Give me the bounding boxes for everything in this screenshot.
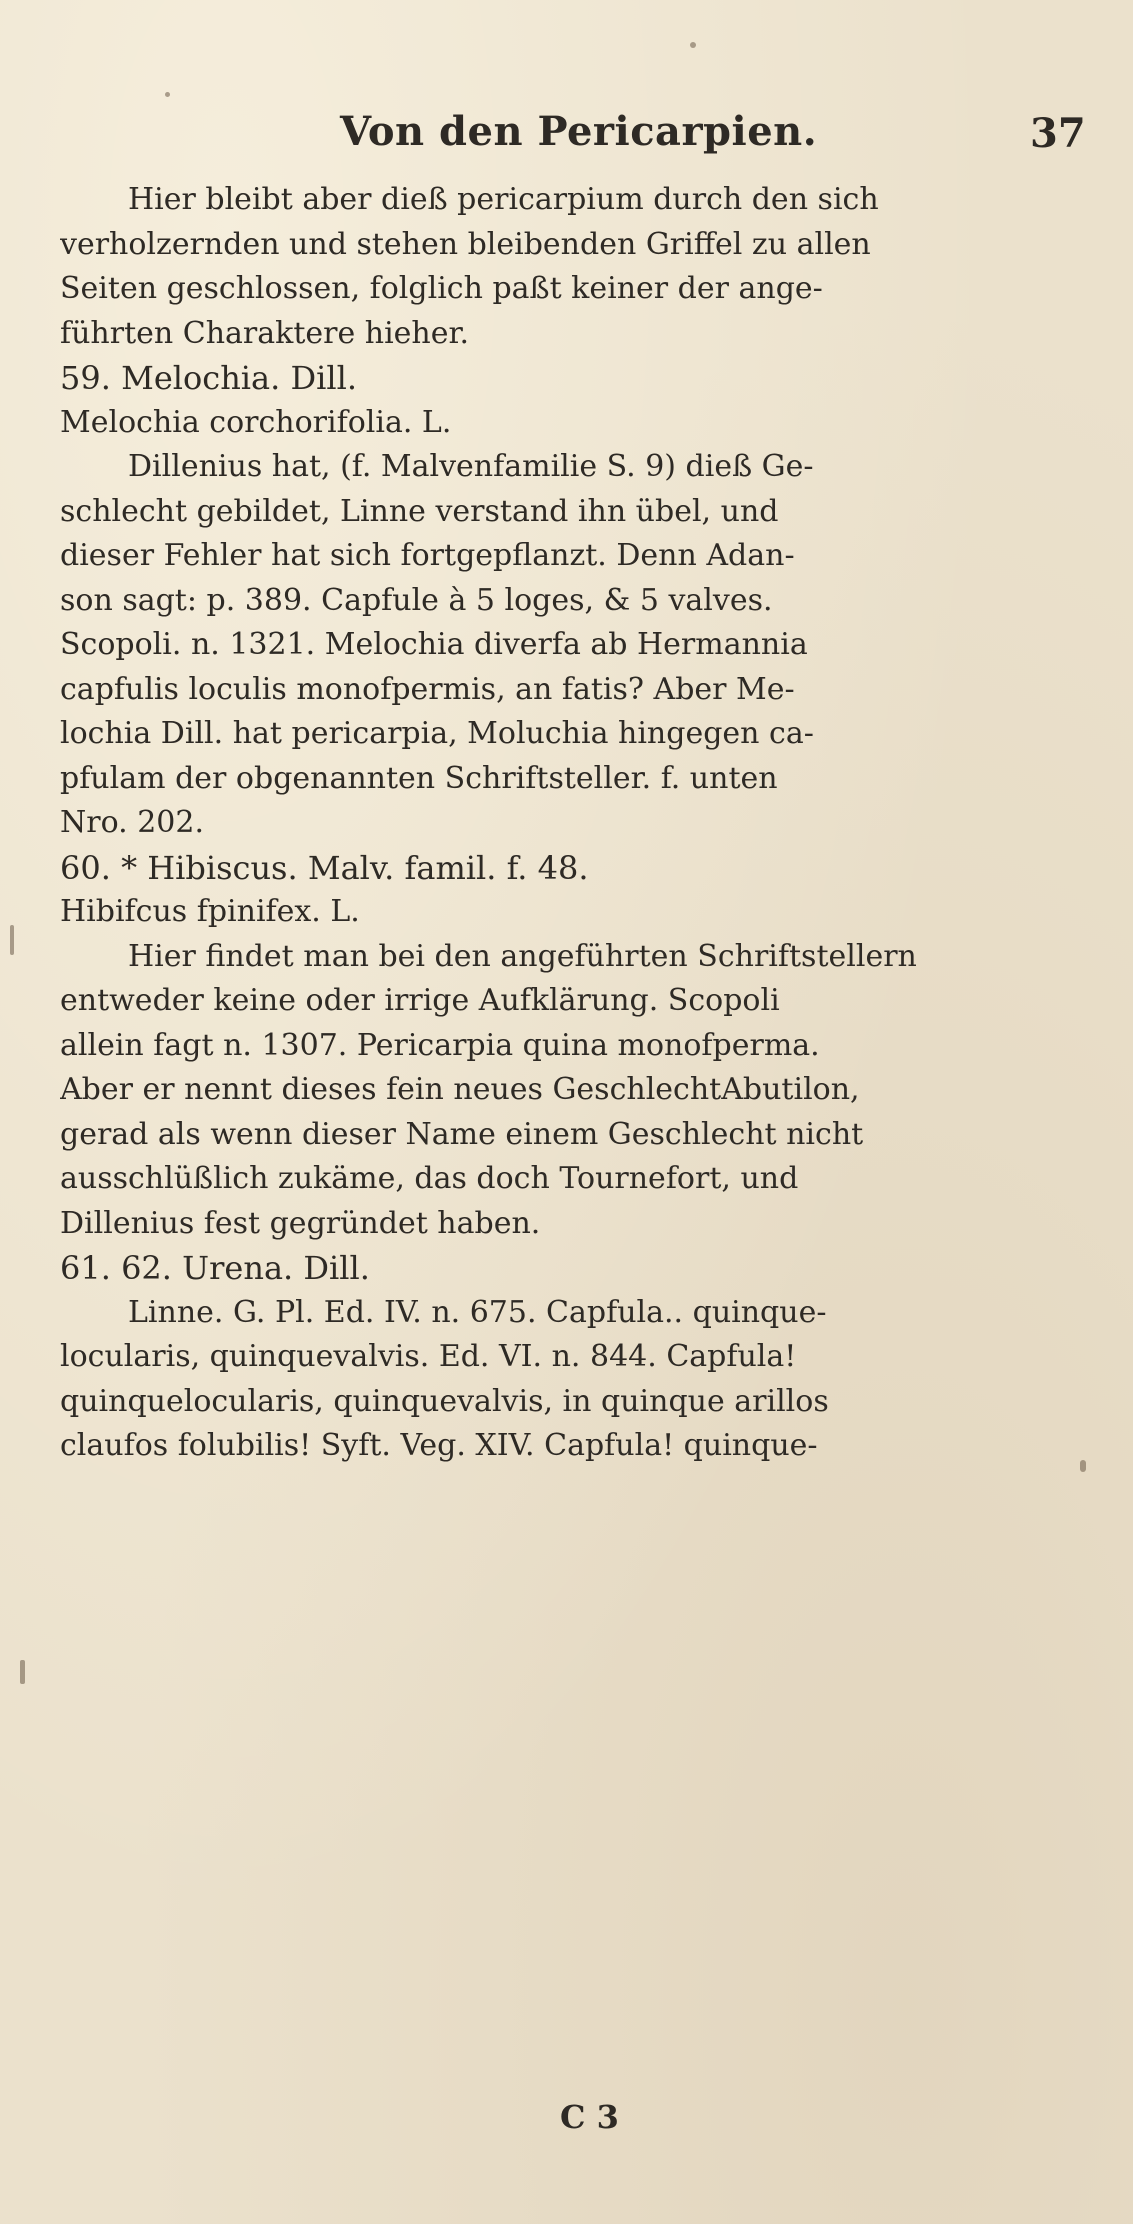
text-line: quinquelocularis, quinquevalvis, in quinque arillos bbox=[60, 1383, 829, 1419]
text-line: Linne. G. Pl. Ed. IV. n. 675. Capfula.. quinque- bbox=[128, 1294, 827, 1330]
body-text bbox=[60, 178, 1100, 1469]
text-line: Scopoli. n. 1321. Melochia diverfa ab Hermannia bbox=[60, 627, 808, 662]
text-line: Nro. 202. bbox=[60, 805, 204, 840]
text-line: Aber er nennt dieses fein neues GeschlechtAbutilon, bbox=[60, 1072, 860, 1107]
text-line: Seiten geschlossen, folglich paßt keiner der ange- bbox=[60, 271, 823, 306]
text-line: gerad als wenn dieser Name einem Geschlecht nicht bbox=[60, 1116, 864, 1152]
text-line: lochia Dill. hat pericarpia, Moluchia hingegen ca- bbox=[60, 716, 814, 751]
text-line: Dillenius hat, (f. Malvenfamilie S. 9) dieß Ge- bbox=[128, 449, 814, 484]
section-heading: 59. Melochia. Dill. bbox=[60, 359, 357, 397]
ink-speck bbox=[690, 42, 696, 48]
text-line: pfulam der obgenannten Schriftsteller. f. unten bbox=[60, 760, 778, 796]
text-line: entweder keine oder irrige Aufklärung. Scopoli bbox=[60, 983, 780, 1018]
text-line: schlecht gebildet, Linne verstand ihn übel, und bbox=[60, 493, 779, 529]
ink-speck bbox=[10, 925, 14, 955]
text-line: son sagt: p. 389. Capfule à 5 loges, & 5 valves. bbox=[60, 582, 773, 618]
section-heading: 61. 62. Urena. Dill. bbox=[60, 1249, 370, 1287]
text-line: claufos folubilis! Syft. Veg. XIV. Capfula! quinque- bbox=[60, 1428, 818, 1463]
text-line: führten Charaktere hieher. bbox=[60, 315, 470, 351]
text-line: Melochia corchorifolia. L. bbox=[60, 404, 452, 440]
ink-speck bbox=[20, 1660, 25, 1684]
text-line: Dillenius fest gegründet haben. bbox=[60, 1205, 541, 1241]
signature-mark: C 3 bbox=[560, 2098, 619, 2136]
text-line: locularis, quinquevalvis. Ed. VI. n. 844. Capfula! bbox=[60, 1339, 797, 1374]
text-line: ausschlüßlich zukäme, das doch Tournefort, und bbox=[60, 1161, 799, 1196]
text-line: capfulis loculis monofpermis, an fatis? Aber Me- bbox=[60, 671, 795, 707]
text-line: Hier findet man bei den angeführten Schriftstellern bbox=[128, 938, 917, 974]
text-line: Hibifcus fpinifex. L. bbox=[60, 894, 360, 929]
page-header bbox=[0, 108, 1133, 158]
text-line: allein fagt n. 1307. Pericarpia quina monofperma. bbox=[60, 1027, 820, 1063]
page-number: 37 bbox=[1030, 110, 1086, 157]
ink-speck bbox=[165, 92, 170, 97]
section-heading: 60. * Hibiscus. Malv. famil. f. 48. bbox=[60, 848, 589, 887]
text-line: verholzernden und stehen bleibenden Griffel zu allen bbox=[60, 226, 871, 262]
running-title: Von den Pericarpien. bbox=[340, 108, 818, 155]
text-line: Hier bleibt aber dieß pericarpium durch den sich bbox=[128, 182, 879, 217]
text-line: dieser Fehler hat sich fortgepflanzt. Denn Adan- bbox=[60, 538, 795, 573]
